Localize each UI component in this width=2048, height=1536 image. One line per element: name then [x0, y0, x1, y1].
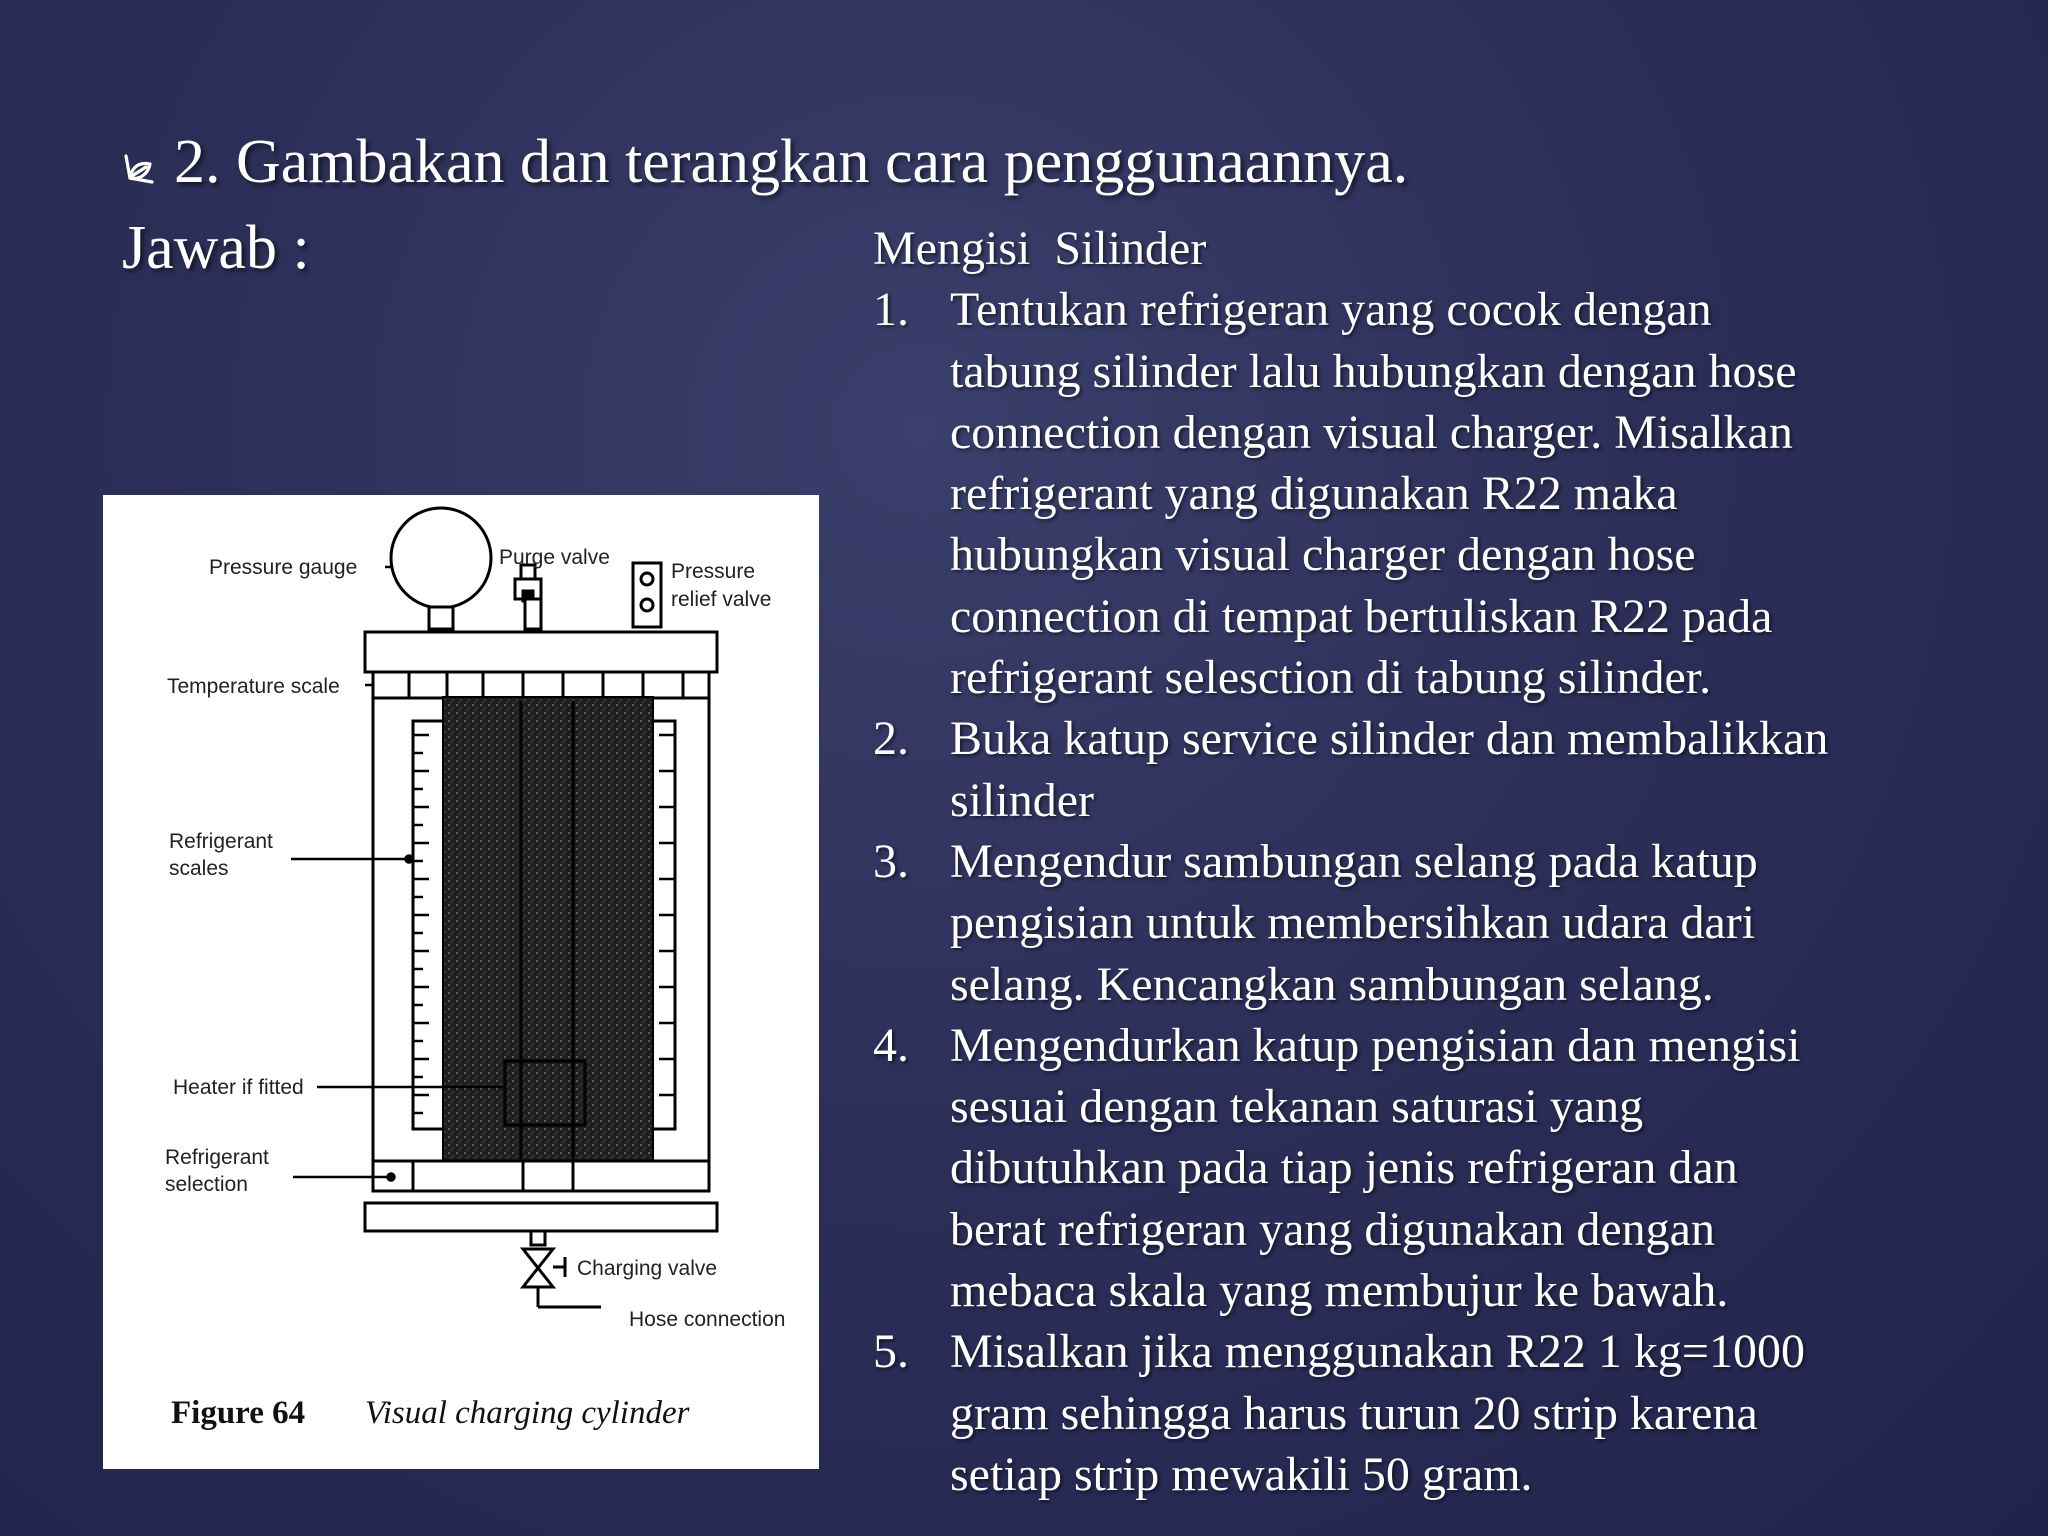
bottom-base — [365, 1203, 717, 1231]
label-refrigerant-selection-2: selection — [165, 1173, 248, 1196]
label-hose-connection: Hose connection — [629, 1308, 786, 1331]
purge-valve-shape — [515, 565, 541, 629]
label-refrigerant-selection-1: Refrigerant — [165, 1146, 269, 1169]
slide-heading — [120, 122, 1408, 208]
step-item — [873, 1321, 2023, 1505]
label-pressure-relief-2: relief valve — [671, 588, 772, 611]
step-number: 4. — [873, 1018, 909, 1072]
step-item — [873, 279, 2023, 708]
instructions-block — [873, 218, 2023, 1505]
step-text: Mengendurkan katup pengisian dan mengisi sesuai dengan tekanan saturasi yang dibutuhkan pada tiap jenis refrigeran dan berat refrigeran yang digunakan dengan mebaca skala yang membujur ke bawah. — [950, 1018, 1801, 1318]
temperature-strip — [373, 672, 709, 698]
step-number: 1. — [873, 283, 909, 337]
label-temperature-scale: Temperature scale — [167, 675, 340, 698]
label-pressure-relief-1: Pressure — [671, 560, 756, 583]
heading-text: 2. Gambakan dan terangkan cara penggunaannya. — [174, 128, 1409, 196]
step-text: Misalkan jika menggunakan R22 1 kg=1000 gram sehingga harus turun 20 strip karena setiap strip mewakili 50 gram. — [950, 1325, 1805, 1501]
step-item — [873, 1015, 2023, 1321]
visual-charging-cylinder-diagram — [103, 495, 819, 1469]
pressure-gauge-dial — [391, 508, 491, 608]
pressure-relief-valve-shape — [633, 563, 661, 627]
label-refrigerant-scales-2: scales — [169, 857, 229, 880]
step-item — [873, 708, 2023, 831]
label-refrigerant-scales-1: Refrigerant — [169, 830, 273, 853]
liquid-column — [443, 697, 653, 1161]
figure-panel — [103, 495, 819, 1469]
label-pressure-gauge: Pressure gauge — [209, 556, 358, 579]
step-number: 5. — [873, 1325, 909, 1379]
step-text: Tentukan refrigeran yang cocok dengan tabung silinder lalu hubungkan dengan hose connection dengan visual charger. Misalkan refrigerant yang digunakan R22 maka hubungkan visual charger dengan hose connection di tempat bertuliskan R22 pada refrigerant selesction di tabung silinder. — [950, 283, 1797, 705]
label-purge-valve: Purge valve — [499, 546, 610, 569]
steps-list — [873, 279, 2023, 1505]
label-heater: Heater if fitted — [173, 1076, 304, 1099]
step-number: 2. — [873, 712, 909, 766]
step-text: Buka katup service silinder dan membalikkan silinder — [950, 712, 1829, 827]
top-cap — [365, 632, 717, 672]
step-item — [873, 831, 2023, 1015]
figure-caption-number: Figure 64 — [171, 1395, 306, 1431]
step-number: 3. — [873, 834, 909, 888]
figure-caption-title: Visual charging cylinder — [365, 1395, 690, 1431]
selection-strip — [373, 1161, 709, 1191]
leaf-bullet-icon — [120, 128, 160, 208]
step-text: Mengendur sambungan selang pada katup pengisian untuk membersihkan udara dari selang. Kencangkan sambungan selang. — [950, 834, 1758, 1011]
instructions-title: Mengisi Silinder — [873, 222, 1207, 275]
label-charging-valve: Charging valve — [577, 1257, 718, 1280]
answer-label: Jawab : — [122, 214, 310, 282]
gauge-stem — [429, 607, 453, 629]
